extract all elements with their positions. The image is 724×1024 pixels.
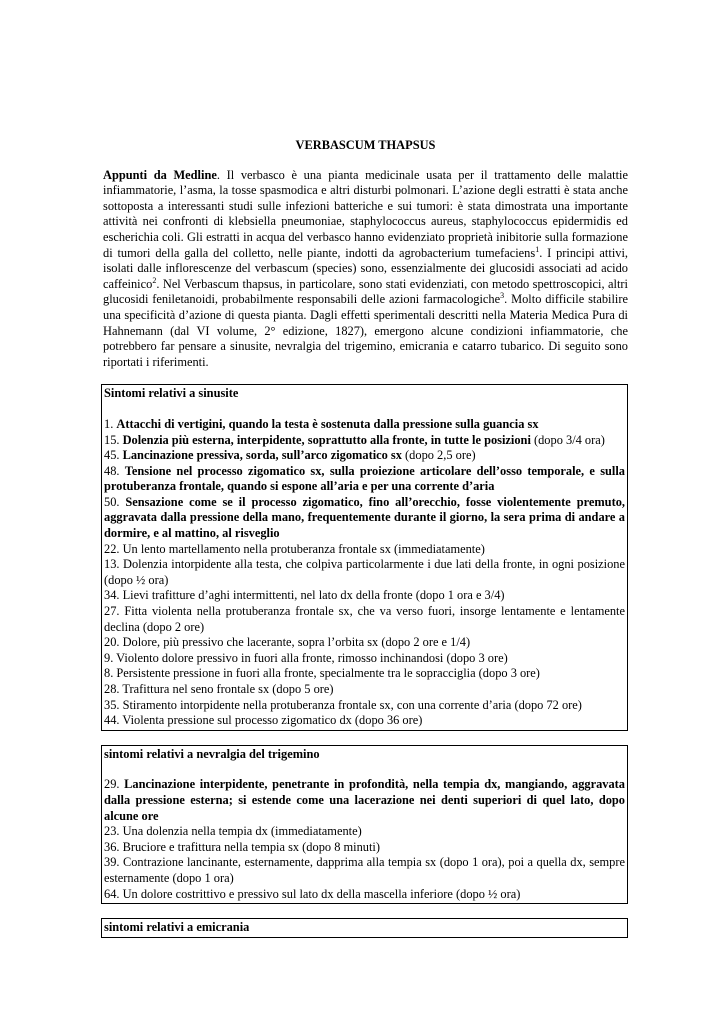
symptom-number: 9. [104,650,117,665]
symptom-number: 13. [104,557,124,572]
intro-text-2: . I principi attivi, isolati dalle inflorescenze del verbascum (species) sono, essenzialmente dei glucosidi associati ad acido caffeinico [103,245,628,291]
intro-text-1: . Il verbasco è una pianta medicinale usata per il trattamento delle malattie infiammatorie, l’asma, la tosse spasmodica e altri disturbi polmonari. L’azione degli estratti è stata anche sottoposta a interessanti studi sulle infezioni batteriche e sui tumori: è stata dimostrata una importante attività nei confronti di klebsiella pneumoniae, staphylococcus aureus, staphylococcus epidermidis ed escherichia coli. Gli estratti in acqua del verbasco hanno evidenziato proprietà inibitorie sulla formazione di tumori della galla del colletto, nelle piante, indotti da agrobacterium tumefaciens [103,167,628,260]
symptom-item [104,464,625,495]
symptom-item [104,542,625,558]
symptom-item [104,777,625,824]
symptom-text: Lievi trafitture d’aghi intermittenti, nel lato dx della fronte (dopo 1 ora e 3/4) [122,588,505,603]
intro-text-4: . Molto difficile stabilire una specificità d’azione di questa pianta. Dagli effetti sperimentali descritti nella Materia Medica Pura di Hahnemann (dal VI volume, 2° edizione, 1827), emergono alcune condizioni infiammatorie, che potrebbero far pensare a sinusite, nevralgia del trigemino, emicrania e catarro tubarico. Di seguito sono riportati i riferimenti. [103,292,629,369]
symptom-timing: (dopo 3/4 ora) [530,432,605,447]
symptom-item [104,698,625,714]
symptom-item [104,713,625,729]
symptom-number: 29. [104,777,125,792]
symptom-number: 20. [104,635,123,650]
page-title: VERBASCUM THAPSUS [295,138,436,152]
symptom-text: Dolenzia intorpidente alla testa, che colpiva particolarmente i due lati della fronte, in ogni posizione (dopo ½ ora) [104,557,625,587]
symptom-number: 48. [104,463,125,478]
symptom-text: Lancinazione pressiva, sorda, sull’arco zigomatico sx [122,448,402,463]
symptom-item [104,824,625,840]
symptom-sections [103,384,628,937]
symptom-text: Stiramento intorpidente nella protuberanza frontale sx, con una corrente d’aria (dopo 72 ore) [122,697,582,712]
symptom-item [104,495,625,542]
symptom-number: 8. [104,666,117,681]
symptom-item [104,588,625,604]
symptom-text: Fitta violenta nella protuberanza frontale sx, che va verso fuori, insorge lentamente e lentamente declina (dopo 2 ore) [104,604,625,634]
symptom-number: 64. [104,886,123,901]
symptom-section [101,918,628,938]
symptom-number: 44. [104,713,123,728]
symptom-number: 23. [104,824,123,839]
symptom-text: Attacchi di vertigini, quando la testa è sostenuta dalla pressione sulla guancia sx [116,416,539,431]
symptom-item [104,433,625,449]
section-title: Sintomi relativi a sinusite [104,386,239,401]
symptom-text: Lancinazione interpidente, penetrante in profondità, nella tempia dx, mangiando, aggravata dalla pressione esterna; si estende come una lacerazione nei denti superiori di quel lato, dopo alcune ore [104,777,625,823]
symptom-text: Dolore, più pressivo che lacerante, sopra l’orbita sx (dopo 2 ore e 1/4) [122,635,471,650]
symptom-timing: (dopo 2,5 ore) [401,448,476,463]
symptom-text: Contrazione lancinante, esternamente, dapprima alla tempia sx (dopo 1 ora), poi a quella dx, sempre esternamente (dopo 1 ora) [104,855,625,885]
intro-text-3: . Nel Verbascum thapsus, in particolare, sono stati evidenziati, con metodo spettroscopici, altri glucosidi feniletanoidi, probabilmente responsabili delle azioni farmacologiche [103,276,628,307]
symptom-item [104,448,625,464]
footnote-ref-2: 2 [152,275,157,285]
section-title: sintomi relativi a emicrania [104,920,250,935]
symptom-item [104,840,625,856]
symptom-item [104,557,625,588]
symptom-section [101,384,628,730]
symptom-number: 27. [104,604,125,619]
symptom-text: Violenta pressione sul processo zigomatico dx (dopo 36 ore) [122,713,423,728]
symptom-number: 1. [104,416,117,431]
symptom-text: Sensazione come se il processo zigomatico, fino all’orecchio, fosse violentemente premuto, aggravata dalla pressione della mano, frequentemente durante il giorno, la sera prima di andare a dormire, e al mattino, al risveglio [104,494,625,541]
symptom-item [104,682,625,698]
symptom-section [101,745,628,904]
symptom-text: Tensione nel processo zigomatico sx, sulla proiezione articolare dell’osso temporale, e sulla protuberanza frontale, quando si espone all’aria e per una corrente d’aria [104,463,625,494]
symptom-number: 50. [104,494,126,509]
symptom-item [104,666,625,682]
footnote-ref-3: 3 [500,291,505,301]
symptom-text: Un lento martellamento nella protuberanza frontale sx (immediatamente) [122,541,485,556]
symptom-number: 15. [104,432,123,447]
symptom-text: Dolenzia più esterna, interpidente, soprattutto alla fronte, in tutte le posizioni [122,432,531,447]
symptom-text: Un dolore costrittivo e pressivo sul lato dx della mascella inferiore (dopo ½ ora) [122,886,521,901]
symptom-item [104,651,625,667]
intro-paragraph [103,168,628,371]
symptom-item [104,855,625,886]
symptom-item [104,635,625,651]
symptom-number: 22. [104,541,123,556]
symptom-number: 34. [104,588,123,603]
symptom-number: 39. [104,855,123,870]
section-title: sintomi relativi a nevralgia del trigemino [104,746,320,761]
symptom-number: 36. [104,839,123,854]
symptom-text: Una dolenzia nella tempia dx (immediatamente) [122,824,362,839]
intro-lead: Appunti da Medline [103,167,217,182]
symptom-number: 35. [104,697,123,712]
symptom-text: Persistente pressione in fuori alla fronte, specialmente tra le sopracciglia (dopo 3 ore) [116,666,540,681]
document-page [103,138,628,938]
footnote-ref-1: 1 [535,244,540,254]
symptom-text: Violento dolore pressivo in fuori alla fronte, rimosso inchinandosi (dopo 3 ore) [116,650,508,665]
symptom-text: Bruciore e trafittura nella tempia sx (dopo 8 minuti) [122,839,380,854]
symptom-item [104,604,625,635]
symptom-item [104,887,625,903]
symptom-number: 28. [104,682,123,696]
symptom-number: 45. [104,448,123,463]
symptom-item [104,417,625,433]
symptom-text: Trafittura nel seno frontale sx (dopo 5 ore) [122,682,334,696]
